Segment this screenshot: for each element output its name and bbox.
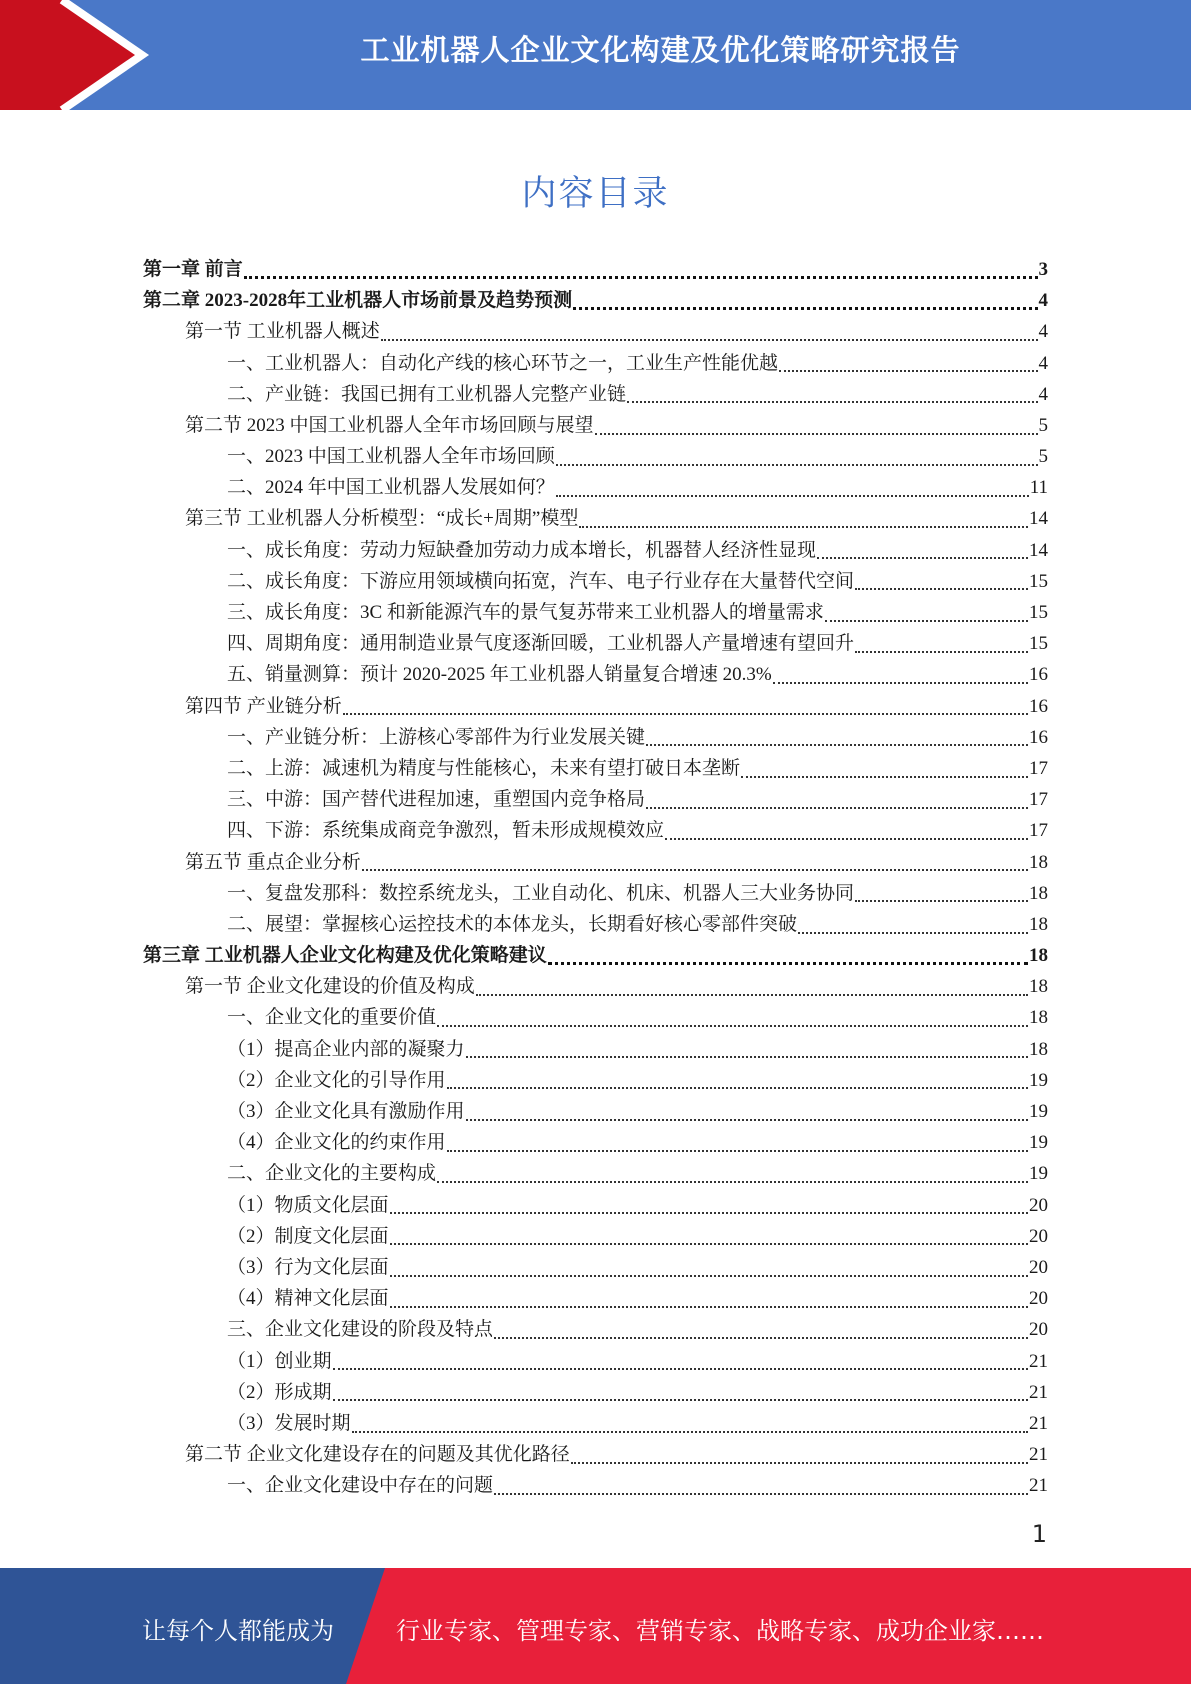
page-footer [0, 1568, 1191, 1684]
toc-entry[interactable] [143, 504, 1048, 535]
toc-leader-dots [437, 1181, 1028, 1183]
toc-leader-dots [855, 900, 1028, 902]
toc-entry-page: 20 [1029, 1256, 1048, 1278]
toc-entry-page: 21 [1029, 1412, 1048, 1434]
toc-entry-label: 第四节 产业链分析 [185, 695, 342, 717]
toc-entry[interactable] [143, 379, 1048, 410]
toc-entry-label: 二、展望：掌握核心运控技术的本体龙头，长期看好核心零部件突破 [227, 913, 798, 935]
toc-entry-label: （4）精神文化层面 [227, 1288, 389, 1310]
toc-entry-label: 二、2024 年中国工业机器人发展如何？ [227, 477, 555, 499]
toc-entry-page: 15 [1029, 602, 1048, 624]
toc-entry-page: 15 [1029, 570, 1048, 592]
toc-entry-label: 第五节 重点企业分析 [185, 851, 361, 873]
toc-leader-dots [817, 557, 1028, 559]
toc-entry[interactable] [143, 1252, 1048, 1283]
toc-entry-page: 17 [1029, 757, 1048, 779]
toc-entry[interactable] [143, 1346, 1048, 1377]
toc-leader-dots [333, 1368, 1028, 1370]
page-number: 1 [1031, 1520, 1047, 1548]
toc-entry-page: 16 [1029, 695, 1048, 717]
toc-entry[interactable] [143, 909, 1048, 940]
toc-entry-page: 19 [1029, 1163, 1048, 1185]
toc-entry[interactable] [143, 566, 1048, 597]
toc-entry[interactable] [143, 1190, 1048, 1221]
toc-leader-dots [244, 276, 1038, 279]
toc-entry-label: （4）企业文化的约束作用 [227, 1132, 446, 1154]
toc-entry[interactable] [143, 410, 1048, 441]
toc-entry-page: 21 [1029, 1444, 1048, 1466]
toc-leader-dots [627, 401, 1037, 403]
toc-entry-label: （2）形成期 [227, 1381, 332, 1403]
toc-entry-page: 21 [1029, 1381, 1048, 1403]
toc-leader-dots [381, 339, 1038, 341]
toc-entry-label: 第三章 工业机器人企业文化构建及优化策略建议 [143, 945, 547, 967]
toc-entry[interactable] [143, 784, 1048, 815]
toc-entry[interactable] [143, 1470, 1048, 1501]
toc-entry-label: 三、成长角度：3C 和新能源汽车的景气复苏带来工业机器人的增量需求 [227, 602, 824, 624]
toc-leader-dots [352, 1431, 1028, 1433]
toc-entry-label: 三、企业文化建设的阶段及特点 [227, 1319, 494, 1341]
toc-entry-label: 一、产业链分析：上游核心零部件为行业发展关键 [227, 726, 646, 748]
toc-entry-label: 一、2023 中国工业机器人全年市场回顾 [227, 446, 555, 468]
toc-entry[interactable] [143, 348, 1048, 379]
toc-entry[interactable] [143, 722, 1048, 753]
toc-entry-label: 三、中游：国产替代进程加速，重塑国内竞争格局 [227, 789, 646, 811]
page-header [0, 0, 1191, 110]
toc-entry[interactable] [143, 1127, 1048, 1158]
toc-entry[interactable] [143, 1408, 1048, 1439]
toc-leader-dots [646, 744, 1028, 746]
toc-entry[interactable] [143, 597, 1048, 628]
toc-leader-dots [779, 370, 1037, 372]
toc-entry-page: 18 [1029, 945, 1048, 967]
toc-entry-label: （1）物质文化层面 [227, 1194, 389, 1216]
toc-leader-dots [390, 1212, 1028, 1214]
toc-entry[interactable] [143, 628, 1048, 659]
toc-leader-dots [571, 1462, 1028, 1464]
toc-entry-label: （2）企业文化的引导作用 [227, 1069, 446, 1091]
toc-entry-label: 一、成长角度：劳动力短缺叠加劳动力成本增长，机器替人经济性显现 [227, 539, 817, 561]
toc-leader-dots [447, 1150, 1028, 1152]
toc-entry-label: 第一章 前言 [143, 258, 243, 280]
toc-entry[interactable] [143, 316, 1048, 347]
toc-leader-dots [390, 1243, 1028, 1245]
toc-entry-label: 第一节 工业机器人概述 [185, 321, 380, 343]
toc-entry-label: 第二节 企业文化建设存在的问题及其优化路径 [185, 1444, 570, 1466]
toc-entry-label: 第一节 企业文化建设的价值及构成 [185, 976, 475, 998]
toc-leader-dots [476, 994, 1028, 996]
toc-entry-page: 16 [1029, 726, 1048, 748]
toc-entry-page: 4 [1038, 383, 1048, 405]
toc-entry-label: （1）提高企业内部的凝聚力 [227, 1038, 465, 1060]
table-of-contents [143, 254, 1048, 1502]
toc-entry-page: 21 [1029, 1350, 1048, 1372]
toc-entry[interactable] [143, 254, 1048, 285]
toc-entry[interactable] [143, 691, 1048, 722]
toc-entry[interactable] [143, 971, 1048, 1002]
toc-entry-label: （3）企业文化具有激励作用 [227, 1101, 465, 1123]
toc-leader-dots [494, 1337, 1028, 1339]
toc-entry-page: 5 [1038, 446, 1048, 468]
toc-leader-dots [855, 651, 1028, 653]
toc-entry-label: 二、上游：减速机为精度与性能核心，未来有望打破日本垄断 [227, 757, 741, 779]
toc-entry[interactable] [143, 1439, 1048, 1470]
toc-entry[interactable] [143, 1221, 1048, 1252]
toc-entry-page: 19 [1029, 1069, 1048, 1091]
toc-entry[interactable] [143, 753, 1048, 784]
toc-entry-page: 16 [1029, 664, 1048, 686]
toc-entry-page: 5 [1038, 414, 1048, 436]
toc-leader-dots [390, 1275, 1028, 1277]
toc-entry-page: 14 [1029, 508, 1048, 530]
toc-entry[interactable] [143, 847, 1048, 878]
toc-entry[interactable] [143, 1065, 1048, 1096]
toc-entry-label: 二、产业链：我国已拥有工业机器人完整产业链 [227, 383, 627, 405]
toc-entry-label: 四、下游：系统集成商竞争激烈，暂未形成规模效应 [227, 820, 665, 842]
toc-leader-dots [825, 620, 1028, 622]
toc-entry-page: 17 [1029, 789, 1048, 811]
toc-entry-label: （3）发展时期 [227, 1412, 351, 1434]
toc-entry-page: 11 [1029, 477, 1048, 499]
toc-entry-page: 19 [1029, 1132, 1048, 1154]
toc-leader-dots [855, 588, 1028, 590]
toc-entry-label: 一、工业机器人：自动化产线的核心环节之一，工业生产性能优越 [227, 352, 779, 374]
toc-entry-page: 17 [1029, 820, 1048, 842]
toc-leader-dots [573, 307, 1037, 310]
toc-entry-page: 4 [1038, 290, 1048, 312]
toc-entry-page: 4 [1038, 321, 1048, 343]
toc-entry-page: 14 [1029, 539, 1048, 561]
toc-leader-dots [579, 526, 1028, 528]
toc-entry-label: （2）制度文化层面 [227, 1225, 389, 1247]
toc-leader-dots [343, 713, 1028, 715]
toc-leader-dots [595, 433, 1038, 435]
toc-leader-dots [646, 807, 1028, 809]
footer-slogan-right: 行业专家、管理专家、营销专家、战略专家、成功企业家…… [396, 1617, 1044, 1645]
toc-entry-label: 一、复盘发那科：数控系统龙头，工业自动化、机床、机器人三大业务协同 [227, 882, 855, 904]
toc-leader-dots [390, 1306, 1028, 1308]
footer-slogan-left: 让每个人都能成为 [142, 1617, 334, 1645]
toc-entry-page: 20 [1029, 1288, 1048, 1310]
toc-entry-page: 18 [1029, 976, 1048, 998]
toc-entry[interactable] [143, 1314, 1048, 1345]
toc-entry[interactable] [143, 535, 1048, 566]
toc-leader-dots [362, 869, 1028, 871]
toc-entry[interactable] [143, 441, 1048, 472]
toc-entry[interactable] [143, 940, 1048, 971]
toc-entry[interactable] [143, 1034, 1048, 1065]
toc-entry[interactable] [143, 285, 1048, 316]
toc-entry-page: 20 [1029, 1225, 1048, 1247]
toc-entry-label: 五、销量测算：预计 2020-2025 年工业机器人销量复合增速 20.3% [227, 664, 772, 686]
toc-entry-page: 3 [1038, 258, 1048, 280]
toc-entry-page: 18 [1029, 882, 1048, 904]
toc-entry[interactable] [143, 1096, 1048, 1127]
toc-leader-dots [548, 962, 1028, 965]
toc-entry-page: 18 [1029, 1038, 1048, 1060]
toc-leader-dots [494, 1493, 1028, 1495]
toc-entry-page: 20 [1029, 1194, 1048, 1216]
toc-entry[interactable] [143, 472, 1048, 503]
toc-entry-label: （1）创业期 [227, 1350, 332, 1372]
toc-entry-page: 4 [1038, 352, 1048, 374]
toc-entry-label: 一、企业文化的重要价值 [227, 1007, 437, 1029]
toc-entry[interactable] [143, 1003, 1048, 1034]
toc-leader-dots [437, 1025, 1028, 1027]
toc-entry-label: 一、企业文化建设中存在的问题 [227, 1475, 494, 1497]
toc-entry-label: 二、成长角度：下游应用领域横向拓宽，汽车、电子行业存在大量替代空间 [227, 570, 855, 592]
toc-leader-dots [556, 495, 1029, 497]
toc-entry[interactable] [143, 1158, 1048, 1189]
toc-entry-label: 二、企业文化的主要构成 [227, 1163, 437, 1185]
toc-entry[interactable] [143, 659, 1048, 690]
toc-entry-page: 15 [1029, 633, 1048, 655]
toc-leader-dots [447, 1087, 1028, 1089]
toc-entry-label: 第二章 2023-2028年工业机器人市场前景及趋势预测 [143, 290, 573, 312]
toc-entry[interactable] [143, 1283, 1048, 1314]
toc-heading: 内容目录 [521, 174, 670, 214]
toc-entry-page: 18 [1029, 1007, 1048, 1029]
toc-leader-dots [556, 464, 1038, 466]
toc-entry-page: 21 [1029, 1475, 1048, 1497]
toc-entry-page: 19 [1029, 1101, 1048, 1123]
toc-entry-page: 18 [1029, 851, 1048, 873]
toc-entry-label: （3）行为文化层面 [227, 1256, 389, 1278]
toc-entry-label: 第三节 工业机器人分析模型：“成长+周期”模型 [185, 508, 579, 530]
toc-entry[interactable] [143, 878, 1048, 909]
toc-leader-dots [665, 838, 1028, 840]
toc-leader-dots [466, 1056, 1028, 1058]
toc-leader-dots [466, 1119, 1028, 1121]
toc-leader-dots [773, 682, 1028, 684]
toc-entry[interactable] [143, 1377, 1048, 1408]
toc-entry-label: 四、周期角度：通用制造业景气度逐渐回暖，工业机器人产量增速有望回升 [227, 633, 855, 655]
report-title: 工业机器人企业文化构建及优化策略研究报告 [360, 33, 961, 67]
toc-entry-page: 18 [1029, 913, 1048, 935]
toc-entry-page: 20 [1029, 1319, 1048, 1341]
toc-entry-label: 第二节 2023 中国工业机器人全年市场回顾与展望 [185, 414, 594, 436]
toc-leader-dots [333, 1399, 1028, 1401]
toc-leader-dots [798, 932, 1028, 934]
toc-leader-dots [741, 776, 1028, 778]
toc-entry[interactable] [143, 815, 1048, 846]
